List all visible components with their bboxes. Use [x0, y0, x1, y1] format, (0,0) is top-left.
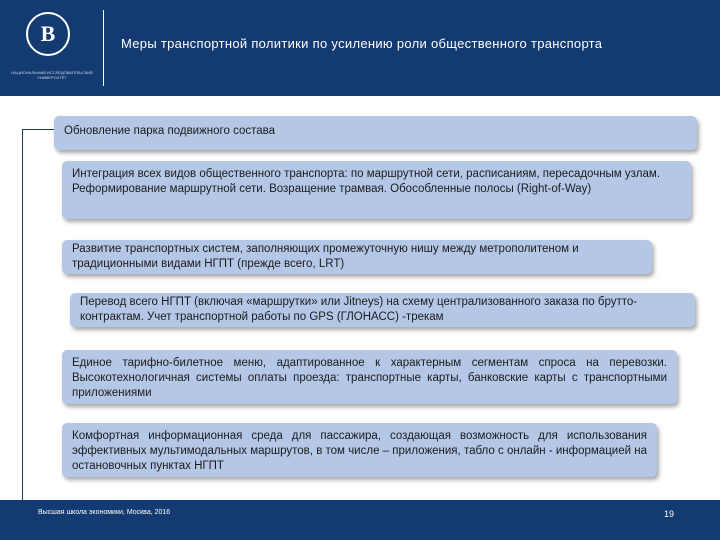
slide-footer [0, 500, 720, 540]
logo-caption: НАЦИОНАЛЬНЫЙ ИССЛЕДОВАТЕЛЬСКИЙ УНИВЕРСИТЕТ [11, 70, 93, 80]
logo-letter: В [40, 21, 56, 46]
header-divider [103, 10, 104, 86]
measure-card-gross-contracts: Перевод всего НГПТ (включая «маршрутки» или Jitneys) на схему централизованного заказа по брутто-контрактам. Учет транспортной работы по GPS (ГЛОНАСС) -трекам [70, 293, 695, 327]
footer-organization: Высшая школа экономики, Москва, 2016 [38, 509, 171, 516]
hse-logo [0, 0, 100, 96]
measure-card-integration: Интеграция всех видов общественного транспорта: по маршрутной сети, расписаниям, пересадочным узлам. Реформирование маршрутной сети. Возращение трамвая. Обособленные полосы (Right-of-Way) [62, 161, 691, 219]
measure-card-information: Комфортная информационная среда для пассажира, создающая возможность для использования эффективных мультимодальных маршрутов, в том числе – приложения, табло с онлайн - информацией на остановочных пунктах НГПТ [62, 423, 657, 477]
logo-emblem-icon [26, 12, 70, 56]
page-number: 19 [664, 509, 675, 519]
measure-card-lrt: Развитие транспортных систем, заполняющих промежуточную нишу между метрополитеном и традиционными видами НГПТ (прежде всего, LRT) [62, 240, 652, 274]
measure-card-tariff: Единое тарифно-билетное меню, адаптированное к характерным сегментам спроса на перевозки. Высокотехнологичная системы оплаты проезда: транспортные карты, банковские карты с транспортными приложениями [62, 350, 677, 404]
measure-card-fleet-renewal: Обновление парка подвижного состава [54, 116, 697, 150]
slide-title: Меры транспортной политики по усилению роли общественного транспорта [121, 36, 603, 51]
list-bracket-line [22, 129, 23, 521]
slide-header [0, 0, 720, 96]
